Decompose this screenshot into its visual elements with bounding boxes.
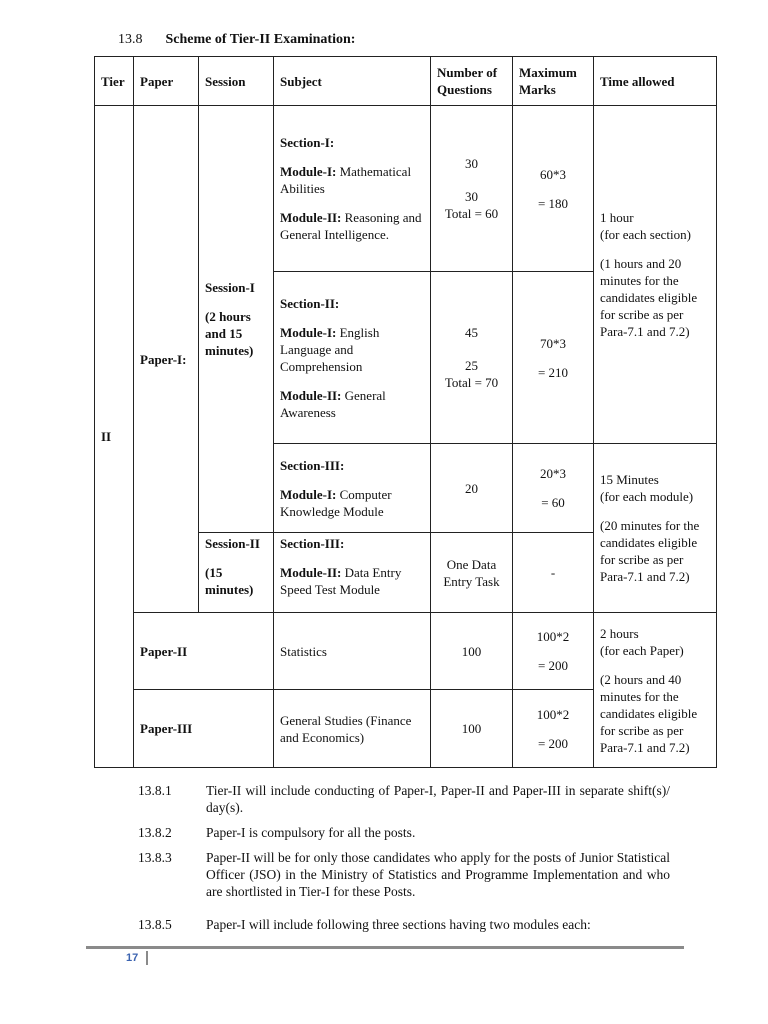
- paper2-cell: [134, 613, 274, 690]
- table-row: [95, 106, 717, 272]
- questions-value: 100: [461, 643, 482, 659]
- questions-value: 45: [465, 325, 478, 340]
- marks-value: = 60: [541, 495, 565, 510]
- marks-value: -: [550, 565, 556, 580]
- header-questions: Number of Questions: [431, 57, 513, 106]
- module-label: Module-I:: [280, 486, 337, 502]
- marks-value: = 180: [537, 195, 569, 211]
- note-text: Paper-II will be for only those candidates who apply for the posts of Junior Statistical Officer (JSO) in the Ministry of Statistics and Programme Implementation and who are shortlisted in Tier-I for these Posts.: [206, 850, 670, 899]
- module-label: Module-II:: [280, 210, 342, 225]
- session2-cell: [199, 533, 274, 613]
- section2-module2: [280, 387, 424, 421]
- section3-marks: [513, 444, 594, 533]
- section3-title: Section-III:: [280, 457, 345, 473]
- paper3-marks: [513, 690, 594, 768]
- note-text: Paper-I is compulsory for all the posts.: [206, 825, 416, 840]
- section2-cell: [274, 272, 431, 444]
- marks-value: 20*3: [540, 466, 566, 481]
- session1-duration: (2 hours and 15 minutes): [205, 309, 254, 358]
- note-text: Tier-II will include conducting of Paper-I, Paper-II and Paper-III in separate shift(s)/ day(s).: [206, 783, 670, 815]
- header-subject: Subject: [274, 57, 431, 106]
- time-value: 15 Minutes: [600, 472, 659, 487]
- module-text: General Awareness: [280, 387, 386, 420]
- section1-marks: [513, 106, 594, 272]
- subject-text: Statistics: [280, 643, 327, 659]
- module-label: Module-II:: [280, 565, 342, 580]
- questions-value: 20: [465, 480, 478, 496]
- section3b-marks: [513, 533, 594, 613]
- questions-value: 25: [465, 358, 478, 373]
- section3b-module2: [280, 564, 424, 598]
- marks-value: 60*3: [540, 166, 566, 182]
- paper2-subject: [274, 613, 431, 690]
- page-number: 17: [126, 952, 139, 964]
- notes-list: [138, 782, 670, 941]
- time-note: (1 hours and 20 minutes for the candidates eligible for scribe as per Para-7.1 and 7.2): [600, 256, 698, 339]
- section1-title: Section-I:: [280, 135, 335, 150]
- section1-cell: [274, 106, 431, 272]
- module-text: Data Entry Speed Test Module: [280, 565, 402, 597]
- time-detail: (for each module): [600, 489, 694, 504]
- time2-cell: [594, 444, 717, 613]
- questions-value: 30: [465, 189, 478, 204]
- paper3-name: Paper-III: [140, 721, 193, 736]
- header-time: Time allowed: [594, 57, 717, 106]
- marks-value: = 200: [537, 735, 569, 751]
- note-item: [138, 916, 670, 933]
- module-text: Mathematical Abilities: [280, 164, 412, 196]
- time3-cell: [594, 613, 717, 768]
- time-note: (2 hours and 40 minutes for the candidates eligible for scribe as per Para-7.1 and 7.2): [600, 671, 698, 755]
- session2-duration: (15 minutes): [205, 565, 254, 597]
- section1-module2: [280, 209, 424, 243]
- questions-value: One Data Entry Task: [443, 556, 500, 589]
- session1-name: Session-I: [205, 280, 255, 295]
- paper2-questions: [431, 613, 513, 690]
- section-number: 13.8: [118, 32, 143, 47]
- footer-divider: [86, 946, 684, 949]
- section2-module1: [280, 324, 424, 375]
- note-text: Paper-I will include following three sections having two modules each:: [206, 917, 591, 932]
- section3-cell: [274, 444, 431, 533]
- section3-questions: [431, 444, 513, 533]
- section2-questions: [431, 272, 513, 444]
- marks-value: 70*3: [540, 335, 566, 351]
- section3-module1: [280, 486, 424, 520]
- header-tier: Tier: [95, 57, 134, 106]
- time-value: 2 hours: [600, 625, 639, 641]
- header-marks: Maximum Marks: [513, 57, 594, 106]
- header-session: Session: [199, 57, 274, 106]
- paper1-cell: [134, 106, 199, 613]
- paper3-questions: [431, 690, 513, 768]
- time-note: (20 minutes for the candidates eligible for scribe as per Para-7.1 and 7.2): [600, 518, 700, 584]
- questions-total: Total = 70: [444, 375, 499, 390]
- time-detail: (for each Paper): [600, 642, 684, 658]
- module-label: Module-I:: [280, 324, 337, 340]
- section3b-cell: [274, 533, 431, 613]
- time1-cell: [594, 106, 717, 444]
- note-item: [138, 782, 670, 816]
- section2-marks: [513, 272, 594, 444]
- tier-value: II: [101, 429, 112, 444]
- paper1-name: Paper-I:: [140, 351, 187, 367]
- section-title: Scheme of Tier-II Examination:: [165, 32, 356, 47]
- note-item: [138, 824, 670, 841]
- session2-name: Session-II: [205, 536, 260, 551]
- tier-cell: [95, 106, 134, 768]
- time-value: 1 hour: [600, 210, 634, 225]
- table-header-row: [95, 57, 717, 106]
- note-item: [138, 849, 670, 900]
- section3b-title: Section-III:: [280, 536, 345, 551]
- section1-questions: [431, 106, 513, 272]
- module-label: Module-II:: [280, 387, 342, 403]
- subject-text: General Studies (Finance and Economics): [280, 712, 412, 745]
- marks-value: 100*2: [536, 629, 570, 644]
- module-text: Reasoning and General Intelligence.: [280, 210, 422, 242]
- marks-value: = 210: [537, 364, 569, 380]
- marks-value: 100*2: [536, 706, 570, 722]
- note-number: 13.8.3: [138, 850, 172, 865]
- questions-total: Total = 60: [444, 206, 499, 221]
- module-text: English Language and Comprehension: [280, 324, 380, 374]
- paper3-cell: [134, 690, 274, 768]
- paper3-subject: [274, 690, 431, 768]
- section2-title: Section-II:: [280, 295, 340, 311]
- paper2-marks: [513, 613, 594, 690]
- session1-cell: [199, 106, 274, 533]
- time-detail: (for each section): [600, 227, 691, 242]
- header-paper: Paper: [134, 57, 199, 106]
- note-number: 13.8.2: [138, 825, 172, 840]
- questions-value: 100: [461, 721, 482, 736]
- module-text: Computer Knowledge Module: [280, 486, 392, 519]
- marks-value: = 200: [537, 658, 569, 673]
- paper2-name: Paper-II: [140, 643, 188, 659]
- page-number-divider: [146, 951, 148, 965]
- note-number: 13.8.5: [138, 917, 172, 932]
- module-label: Module-I:: [280, 164, 337, 179]
- section1-module1: [280, 163, 424, 197]
- section3b-questions: [431, 533, 513, 613]
- note-number: 13.8.1: [138, 783, 172, 798]
- questions-value: 30: [465, 156, 478, 171]
- section-heading: [118, 32, 355, 48]
- table-row: [95, 613, 717, 690]
- scheme-table: [94, 56, 717, 768]
